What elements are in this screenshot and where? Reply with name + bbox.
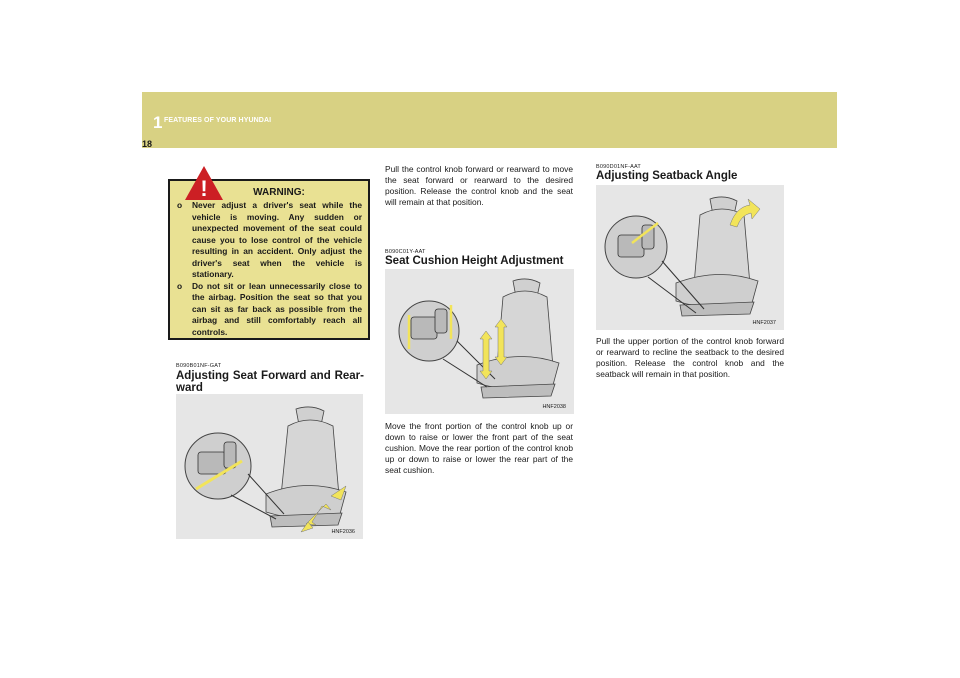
warning-bullet: o [177, 200, 183, 210]
warning-item [175, 200, 362, 281]
angle-body-text: Pull the upper portion of the control knob forward or rearward to recline the seatback to the desired position. Release the control knob and the seatback will remain in that position. [596, 336, 784, 379]
warning-bullet: o [177, 280, 183, 291]
warning-item-text: Do not sit or lean unnecessarily close to the airbag. Position the seat so that you can sit as far back as possible from the airbag and still comfortably reach all controls. [192, 280, 362, 337]
figure-label: HNF2038 [542, 404, 566, 410]
seat-forward-figure [176, 394, 363, 539]
section-heading: Adjusting Seat Forward and Rear-ward [176, 370, 364, 394]
seat-illustration [385, 269, 574, 414]
forward-body-text: Pull the control knob forward or rearward to move the seat forward or rearward to the desired position. Release the control knob and the seat will remain at that position. [385, 164, 573, 207]
section-heading: Adjusting Seatback Angle [596, 170, 738, 182]
seat-illustration [596, 185, 784, 330]
figure-label: HNF2036 [331, 529, 355, 535]
section-heading: Seat Cushion Height Adjustment [385, 255, 564, 267]
chapter-number: 1 [153, 113, 163, 132]
height-body-text: Move the front portion of the control knob up or down to raise or lower the front part of the seat cushion. Move the rear portion of the control knob up or down to raise or lower the rear part of the seat cushion. [385, 421, 573, 475]
seat-height-figure [385, 269, 574, 414]
warning-item-text: Never adjust a driver's seat while the vehicle is moving. Any sudden or unexpected movement of the seat could cause you to lose control of the vehicle resulting in an accident. Only adjust the driver's seat when the vehicle is stationary. [192, 200, 362, 279]
seat-illustration [176, 394, 363, 539]
warning-title: WARNING: [253, 187, 305, 198]
page-number: 18 [142, 139, 153, 149]
section-code: B090D01NF-AAT [596, 164, 641, 170]
section-code: B090C01Y-AAT [385, 249, 426, 255]
section-code: B090B01NF-GAT [176, 363, 222, 369]
svg-text:!: ! [200, 176, 208, 201]
seatback-angle-figure [596, 185, 784, 330]
figure-label: HNF2037 [752, 320, 776, 326]
warning-list [175, 200, 362, 338]
warning-item [175, 281, 362, 339]
warning-box [168, 176, 370, 340]
chapter-title: FEATURES OF YOUR HYUNDAI [164, 117, 272, 124]
